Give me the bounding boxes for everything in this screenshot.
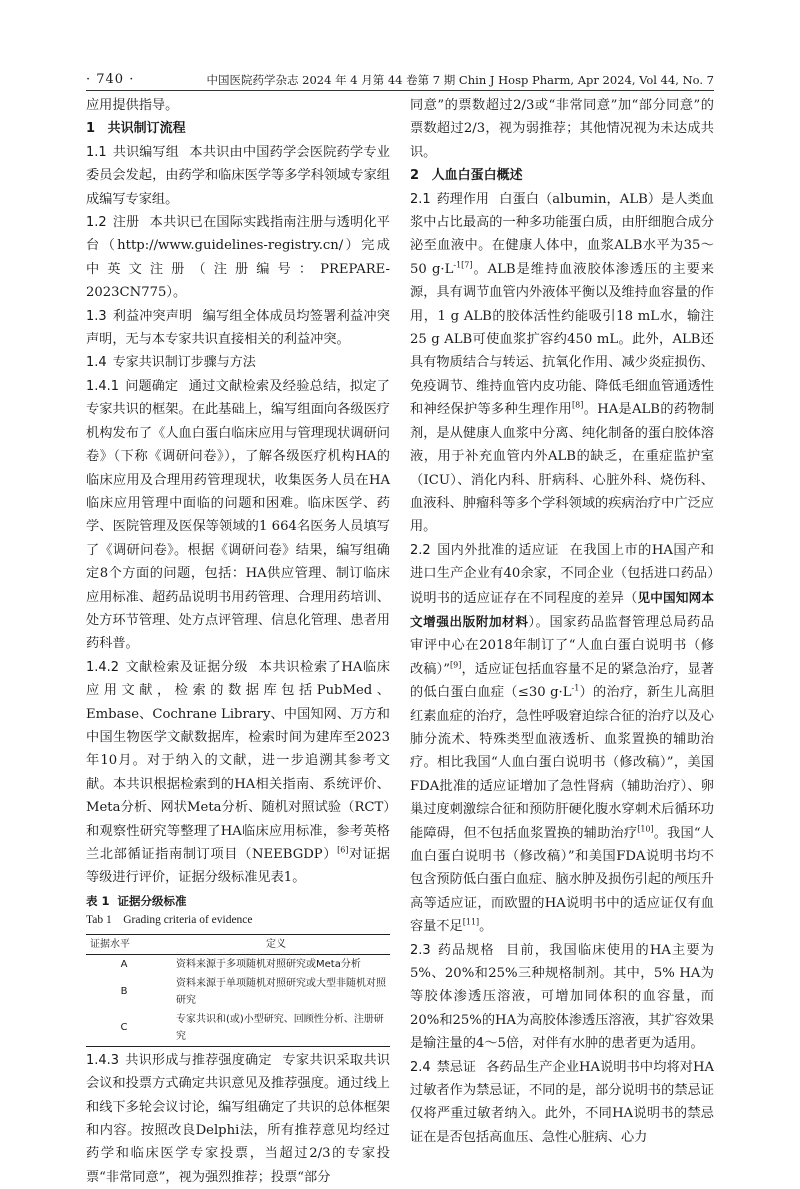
table-header: 定义 bbox=[162, 934, 390, 954]
citation[interactable]: [8] bbox=[572, 400, 584, 410]
page-header bbox=[86, 70, 714, 91]
citation[interactable]: [9] bbox=[450, 660, 462, 670]
table-row: A 资料来源于多项随机对照研究或Meta分析 bbox=[120, 958, 361, 970]
paragraph-1-1: 1.1 共识编写组 本共识由中国药学会医院药学专业委员会发起，由药学和临床医学等多学科领域专家组成编写专家组。 bbox=[86, 144, 390, 207]
table-caption-en: Tab 1 Grading criteria of evidence bbox=[86, 913, 253, 926]
subsection-title: 利益冲突声明 bbox=[112, 308, 193, 324]
paragraph: 同意”的票数超过2/3或“非常同意”加“部分同意”的票数超过2/3，视为弱推荐；其他情况视为未达成共识。 bbox=[410, 98, 714, 160]
citation[interactable]: [7] bbox=[461, 260, 473, 270]
table-caption: 表 1 证据分级标准 bbox=[86, 893, 187, 908]
table-header: 证据水平 bbox=[86, 934, 162, 954]
subsection-title: 专家共识制订步骤与方法 bbox=[112, 355, 256, 371]
right-column bbox=[410, 94, 714, 1149]
subsection-title: 国内外批准的适应证 bbox=[436, 542, 559, 558]
subsection-title: 共识编写组 bbox=[112, 144, 179, 160]
paragraph-1-2: 1.2 注册 本共识已在国际实践指南注册与透明化平台（http://www.guidelines-registry.cn/）完成中英文注册（注册编号：PREPARE-2023CN775）。 bbox=[86, 215, 390, 301]
section-number: 1 bbox=[86, 121, 96, 137]
paragraph-1-4-2: 1.4.2 文献检索及证据分级 本共识检索了HA临床应用文献，检索的数据库包括PubMed、Embase、Cochrane Library、中国知网、万方和中国生物医学文献数据库，检索时间为建库至2023年10月。对于纳入的文献，进一步追溯其参考文献。本共识根据检索到的HA相关指南、系统评价、Meta分析、网状Meta分析、随机对照试验（RCT）和观察性研究等整理了HA临床应用标准，参考英格兰北部循证指南制订项目（NEEBGDP）[6]对证据等级进行评价，证据分级标准见表1。 bbox=[86, 659, 390, 886]
journal-citation: 中国医院药学杂志 2024 年 4 月第 44 卷第 7 期 Chin J Hosp Pharm, Apr 2024, Vol 44, No. 7 bbox=[206, 73, 714, 87]
subsection-title: 问题确定 bbox=[125, 378, 179, 394]
paragraph-1-4-3: 1.4.3 共识形成与推荐强度确定 专家共识采取共识会议和投票方式确定共识意见及推荐强度。通过线上和线下多轮会议讨论，编写组确定了共识的总体框架和内容。按照改良Delphi法，所有推荐意见均经过药学和临床医学专家投票，当超过2/3的专家投票“非常同意”，视为强烈推荐；投票“部分 bbox=[86, 1052, 390, 1185]
subsection-title: 文献检索及证据分级 bbox=[125, 659, 248, 675]
section-title: 人血白蛋白概述 bbox=[431, 168, 523, 184]
section-number: 2 bbox=[410, 168, 420, 184]
paragraph-2-4: 2.4 禁忌证 各药品生产企业HA说明书中均将对HA过敏者作为禁忌证，不同的是，部分说明书的禁忌证仅将严重过敏者纳入。此外，不同HA说明书的禁忌证在是否包括高血压、急性心脏病、心力 bbox=[410, 1059, 714, 1145]
supplement-note: 见中国知网本文增强出版附加材料 bbox=[410, 589, 715, 629]
page-number: · 740 · bbox=[86, 72, 135, 87]
subsection-title: 禁忌证 bbox=[436, 1059, 476, 1075]
evidence-table bbox=[86, 934, 390, 1047]
left-column bbox=[86, 94, 390, 1189]
citation[interactable]: [6] bbox=[337, 845, 349, 855]
subsection-title: 注册 bbox=[112, 215, 140, 231]
table-row: C 专家共识和(或)小型研究、回顾性分析、注册研究 bbox=[86, 1010, 390, 1047]
section-heading-1 bbox=[86, 117, 390, 140]
subsection-title: 药品规格 bbox=[436, 942, 495, 958]
paragraph-2-3: 2.3 药品规格 目前，我国临床使用的HA主要为5%、20%和25%三种规格制剂。其中，5% HA为等胶体渗透压溶液，可增加同体积的血容量，而20%和25%的HA为高胶体渗透压溶液，其扩容效果是输注量的4～5倍，对伴有水肿的患者更为适用。 bbox=[410, 942, 714, 1052]
paragraph-1-3: 1.3 利益冲突声明 编写组全体成员均签署利益冲突声明，无与本专家共识直接相关的利益冲突。 bbox=[86, 308, 390, 348]
section-title: 共识制订流程 bbox=[107, 121, 186, 137]
subsection-heading-1-4: 1.4 专家共识制订步骤与方法 bbox=[86, 355, 256, 371]
paragraph-1-4-1: 1.4.1 问题确定 通过文献检索及经验总结，拟定了专家共识的框架。在此基础上，编写组面向各级医疗机构发布了《人血白蛋白临床应用与管理现状调研问卷》（下称《调研问卷》），了解各级医疗机构HA的临床应用及合理用药管理现状，收集医务人员在HA临床应用管理中面临的问题和困难。临床医学、药学、医院管理及医保等领域的1 664名医务人员填写了《调研问卷》。根据《调研问卷》结果，编写组确定8个方面的问题，包括：HA供应管理、制订临床应用标准、超药品说明书用药管理、合理用药培训、处方环节管理、处方点评管理、信息化管理、患者用药科普。 bbox=[86, 378, 390, 652]
section-heading-2 bbox=[410, 164, 714, 187]
paragraph-2-1: 2.1 药理作用 白蛋白（albumin，ALB）是人类血浆中占比最高的一种多功能蛋白质，由肝细胞合成分泌至血液中。在健康人体中，血浆ALB水平为35～50 $g\cdot L^{-1[7]}$。ALB是维持血液胶体渗透压的主要来源，具有调节血管内外液体平衡以及维持血容量的作用，1 g ALB的胶体活性约能吸引18 mL水，输注25 g ALB可使血浆扩容约450 mL。此外，ALB还具有物质结合与转运、抗氧化作用、减少炎症损伤、免疫调节、维持血管内皮功能、降低毛细血管通透性和神经保护等多种生理作用[8]。HA是ALB的药物制剂，是从健康人血浆中分离、纯化制备的蛋白胶体溶液，用于补充血管内外ALB的缺乏，在重症监护室（ICU）、消化内科、肝病科、心脏外科、烧伤科、血液科、肿瘤科等多个学科领域的疾病治疗中广泛应用。 bbox=[410, 191, 715, 535]
subsection-title: 药理作用 bbox=[436, 191, 489, 207]
table-row: B 资料来源于单项随机对照研究或大型非随机对照研究 bbox=[120, 977, 386, 1006]
citation[interactable]: [10] bbox=[637, 824, 654, 834]
paragraph: 应用提供指导。 bbox=[86, 98, 179, 113]
subsection-title: 共识形成与推荐强度确定 bbox=[125, 1052, 272, 1068]
citation[interactable]: [11] bbox=[462, 917, 480, 927]
paragraph-2-2: 2.2 国内外批准的适应证 在我国上市的HA国产和进口生产企业有40余家，不同企业（包括进口药品）说明书的适应证存在不同程度的差异（见中国知网本文增强出版附加材料）。国家药品监督管理总局药品审评中心在2018年制订了“人血白蛋白说明书（修改稿）”[9]，适应证包括血容量不足的紧急治疗，显著的低白蛋白血症（≤30 $g\cdot L^{-1}$）的治疗，新生儿高胆红素血症的治疗，急性呼吸窘迫综合征的治疗以及心肺分流术、特殊类型血液透析、血浆置换的辅助治疗。相比我国“人血白蛋白说明书（修改稿）”，美国FDA批准的适应证增加了急性肾病（辅助治疗）、卵巢过度刺激综合征和预防肝硬化腹水穿刺术后循环功能障碍，但不包括血浆置换的辅助治疗[10]。我国“人血白蛋白说明书（修改稿）”和美国FDA说明书均不包含预防低白蛋白血症、脑水肿及损伤引起的颅压升高等适应证，而欧盟的HA说明书中的适应证仅有血容量不足[11]。 bbox=[410, 542, 715, 935]
